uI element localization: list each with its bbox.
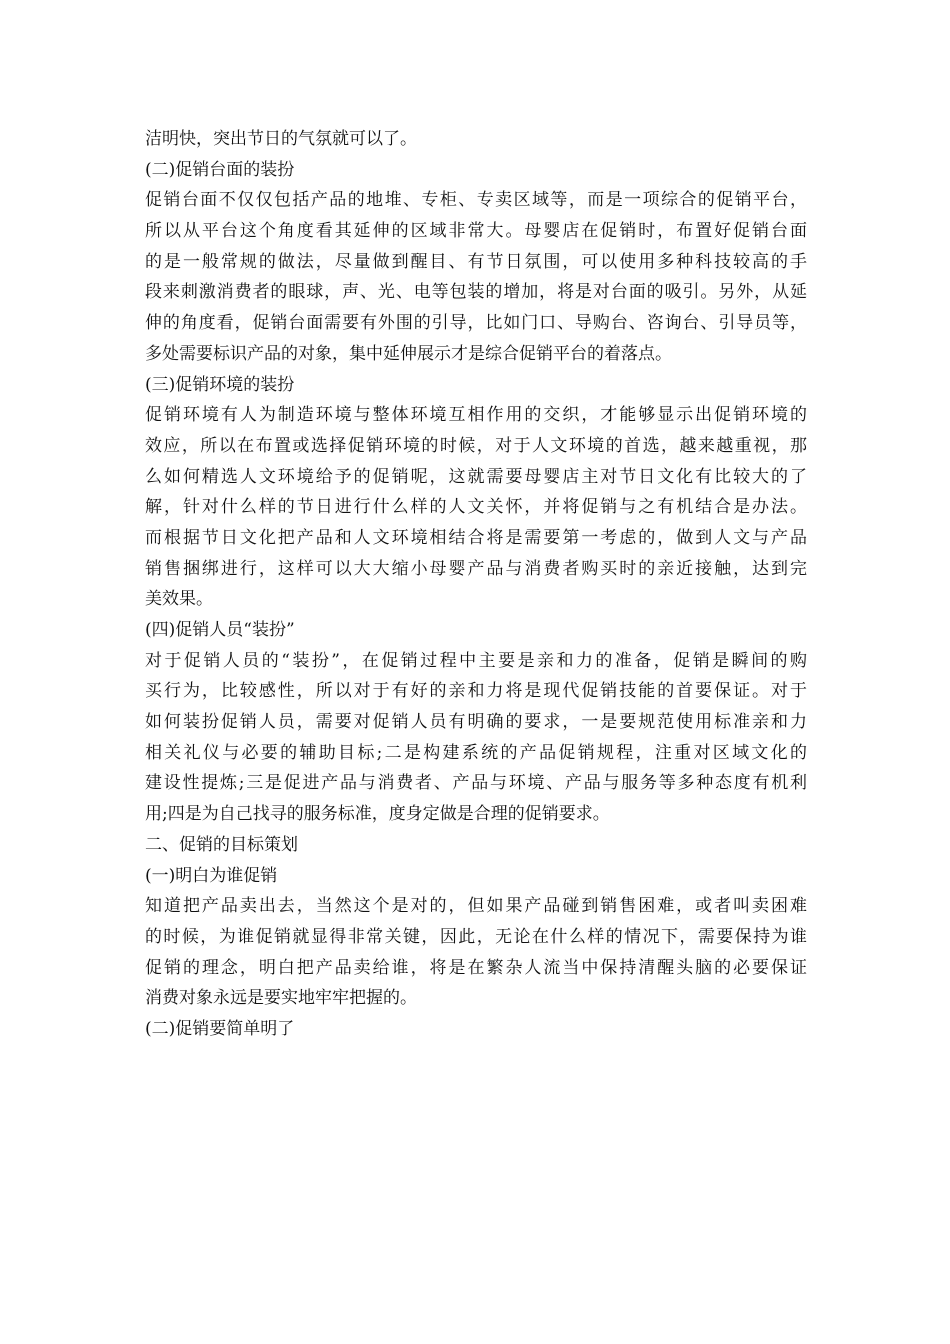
section-heading: (三)促销环境的装扮 xyxy=(145,374,295,395)
text-line: 多处需要标识产品的对象，集中延伸展示才是综合促销平台的着落点。 xyxy=(145,343,672,364)
text-line: 建设性提炼;三是促进产品与消费者、产品与环境、产品与服务等多种态度有机利 xyxy=(145,773,807,794)
text-line: 的时候，为谁促销就显得非常关键，因此，无论在什么样的情况下，需要保持为谁 xyxy=(145,926,807,947)
text-line: 洁明快，突出节日的气氛就可以了。 xyxy=(145,129,417,149)
text-line: 效应，所以在布置或选择促销环境的时候，对于人文环境的首选，越来越重视，那 xyxy=(145,435,807,456)
text-line: 所以从平台这个角度看其延伸的区域非常大。母婴店在促销时，布置好促销台面 xyxy=(145,221,807,242)
text-line: 美效果。 xyxy=(145,589,213,610)
text-line: 对于促销人员的“装扮”，在促销过程中主要是亲和力的准备，促销是瞬间的购 xyxy=(145,650,807,671)
text-line: 买行为，比较感性，所以对于有好的亲和力将是现代促销技能的首要保证。对于 xyxy=(145,681,807,702)
document-body xyxy=(145,124,807,1045)
text-line: 伸的角度看，促销台面需要有外围的引导，比如门口、导购台、咨询台、引导员等， xyxy=(145,313,807,334)
text-line: 促销的理念，明白把产品卖给谁，将是在繁杂人流当中保持清醒头脑的必要保证 xyxy=(145,957,807,978)
text-line: 促销环境有人为制造环境与整体环境互相作用的交织，才能够显示出促销环境的 xyxy=(145,405,807,426)
text-line: 促销台面不仅仅包括产品的地堆、专柜、专卖区域等，而是一项综合的促销平台， xyxy=(145,190,807,211)
text-line: 的是一般常规的做法，尽量做到醒目、有节日氛围，可以使用多种科技较高的手 xyxy=(145,251,807,272)
text-line: 用;四是为自己找寻的服务标准，度身定做是合理的促销要求。 xyxy=(145,804,610,825)
text-line: 而根据节日文化把产品和人文环境相结合将是需要第一考虑的，做到人文与产品 xyxy=(145,527,807,548)
text-line: 相关礼仪与必要的辅助目标;二是构建系统的产品促销规程，注重对区域文化的 xyxy=(145,742,807,763)
chapter-heading: 二、促销的目标策划 xyxy=(145,834,298,855)
text-line: 如何装扮促销人员，需要对促销人员有明确的要求，一是要规范使用标准亲和力 xyxy=(145,712,807,733)
section-heading: (二)促销要简单明了 xyxy=(145,1018,295,1039)
text-line: 消费对象永远是要实地牢牢把握的。 xyxy=(145,988,417,1009)
text-line: 么如何精选人文环境给予的促销呢，这就需要母婴店主对节日文化有比较大的了 xyxy=(145,466,807,487)
section-heading: (二)促销台面的装扮 xyxy=(145,159,295,180)
text-line: 销售捆绑进行，这样可以大大缩小母婴产品与消费者购买时的亲近接触，达到完 xyxy=(145,558,807,579)
text-line: 知道把产品卖出去，当然这个是对的，但如果产品碰到销售困难，或者叫卖困难 xyxy=(145,896,807,917)
text-line: 段来刺激消费者的眼球，声、光、电等包装的增加，将是对台面的吸引。另外，从延 xyxy=(145,282,807,303)
text-line: 解，针对什么样的节日进行什么样的人文关怀，并将促销与之有机结合是办法。 xyxy=(145,497,807,518)
section-heading: (一)明白为谁促销 xyxy=(145,865,278,886)
section-heading: (四)促销人员“装扮” xyxy=(145,620,295,640)
